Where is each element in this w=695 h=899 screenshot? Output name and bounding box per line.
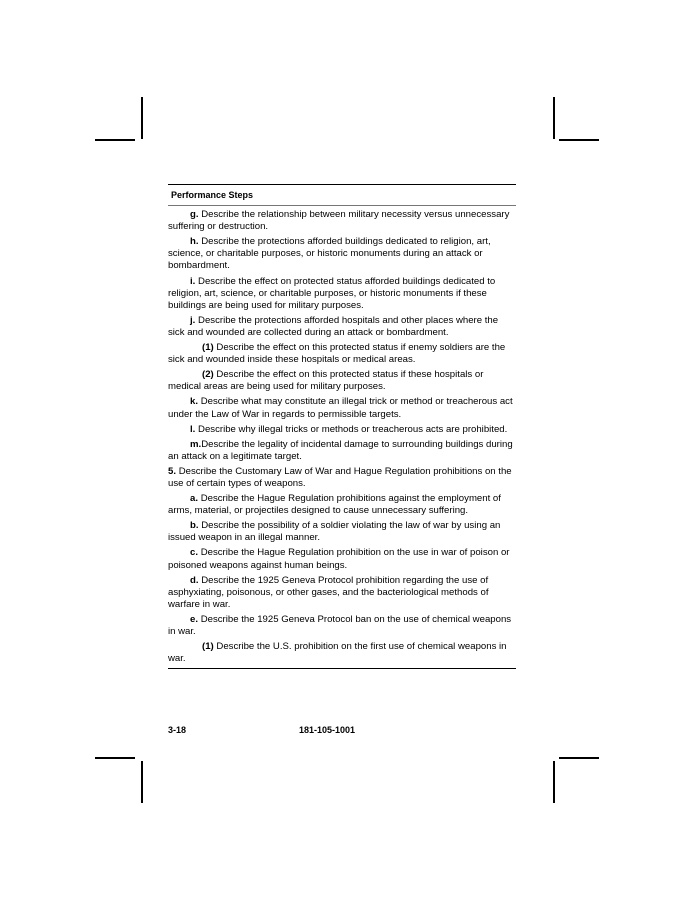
step-paragraph bbox=[168, 493, 516, 517]
step-text: Describe the 1925 Geneva Protocol prohibition regarding the use of asphyxiating, poisonous, or other gases, and the bacteriological methods of warfare in war. bbox=[168, 574, 489, 610]
step-paragraph bbox=[168, 466, 516, 490]
step-paragraph bbox=[168, 396, 516, 420]
step-text: Describe why illegal tricks or methods or treacherous acts are prohibited. bbox=[198, 423, 508, 435]
crop-mark-top-right-v bbox=[553, 97, 555, 139]
step-text: Describe the possibility of a soldier violating the law of war by using an issued weapon in an illegal manner. bbox=[168, 520, 501, 544]
crop-mark-bottom-right-v bbox=[553, 761, 555, 803]
step-paragraph bbox=[168, 575, 516, 611]
step-label: (2) bbox=[202, 369, 214, 381]
step-label: k. bbox=[190, 396, 199, 408]
step-paragraph bbox=[168, 342, 516, 366]
step-paragraph bbox=[168, 424, 516, 436]
step-text: Describe the protections afforded hospitals and other places where the sick and wounded are collected during an attack or bombardment. bbox=[168, 314, 499, 338]
step-paragraph bbox=[168, 315, 516, 339]
step-paragraph bbox=[168, 641, 516, 665]
step-label: l. bbox=[190, 423, 196, 435]
page-number: 3-18 bbox=[168, 725, 187, 735]
step-text: Describe the effect on protected status afforded buildings dedicated to religion, art, science, or charitable purposes, or historic monuments if these buildings are being used for military purposes. bbox=[168, 275, 496, 311]
crop-mark-top-right-h bbox=[559, 139, 599, 141]
step-paragraph bbox=[168, 209, 516, 233]
step-text: Describe the Customary Law of War and Hague Regulation prohibitions on the use of certain types of weapons. bbox=[168, 465, 512, 489]
step-paragraph bbox=[168, 547, 516, 571]
step-label: h. bbox=[190, 236, 199, 248]
step-text: Describe the Hague Regulation prohibition on the use in war of poison or poisoned weapons against human beings. bbox=[168, 547, 510, 571]
step-label: (1) bbox=[202, 342, 214, 354]
step-label: (1) bbox=[202, 641, 214, 653]
step-text: Describe the Hague Regulation prohibitions against the employment of arms, material, or projectiles designed to cause unnecessary suffering. bbox=[168, 493, 501, 517]
document-content bbox=[168, 184, 516, 669]
performance-steps-list bbox=[168, 209, 516, 665]
step-label: i. bbox=[190, 275, 196, 287]
header-divider bbox=[168, 205, 516, 206]
crop-mark-bottom-left-h bbox=[95, 757, 135, 759]
crop-mark-top-left-h bbox=[95, 139, 135, 141]
step-label: g. bbox=[190, 209, 199, 221]
step-text: Describe what may constitute an illegal trick or method or treacherous act under the Law of War in regards to permissible targets. bbox=[168, 396, 513, 420]
step-text: Describe the relationship between military necessity versus unnecessary suffering or destruction. bbox=[168, 209, 510, 233]
section-header: Performance Steps bbox=[171, 190, 254, 200]
step-text: Describe the protections afforded buildings dedicated to religion, art, science, or charitable purposes, or historic monuments during an attack or bombardment. bbox=[168, 236, 491, 272]
document-number: 181-105-1001 bbox=[299, 725, 356, 735]
step-label: m. bbox=[190, 438, 202, 450]
step-paragraph bbox=[168, 439, 516, 463]
bottom-rule bbox=[168, 668, 516, 669]
crop-mark-bottom-right-h bbox=[559, 757, 599, 759]
step-label: a. bbox=[190, 493, 199, 505]
step-paragraph bbox=[168, 276, 516, 312]
step-paragraph bbox=[168, 614, 516, 638]
step-paragraph bbox=[168, 520, 516, 544]
step-text: Describe the 1925 Geneva Protocol ban on the use of chemical weapons in war. bbox=[168, 613, 512, 637]
step-text: Describe the U.S. prohibition on the first use of chemical weapons in war. bbox=[168, 641, 507, 665]
step-paragraph bbox=[168, 369, 516, 393]
step-paragraph bbox=[168, 236, 516, 272]
crop-mark-top-left-v bbox=[141, 97, 143, 139]
step-label: b. bbox=[190, 520, 199, 532]
step-label: d. bbox=[190, 574, 199, 586]
step-text: Describe the legality of incidental damage to surrounding buildings during an attack on a legitimate target. bbox=[168, 438, 513, 462]
step-label: c. bbox=[190, 547, 199, 559]
crop-mark-bottom-left-v bbox=[141, 761, 143, 803]
step-label: e. bbox=[190, 613, 199, 625]
step-label: 5. bbox=[168, 465, 177, 477]
step-text: Describe the effect on this protected status if these hospitals or medical areas are being used for military purposes. bbox=[168, 369, 484, 393]
step-label: j. bbox=[190, 314, 196, 326]
step-text: Describe the effect on this protected status if enemy soldiers are the sick and wounded inside these hospitals or medical areas. bbox=[168, 342, 506, 366]
